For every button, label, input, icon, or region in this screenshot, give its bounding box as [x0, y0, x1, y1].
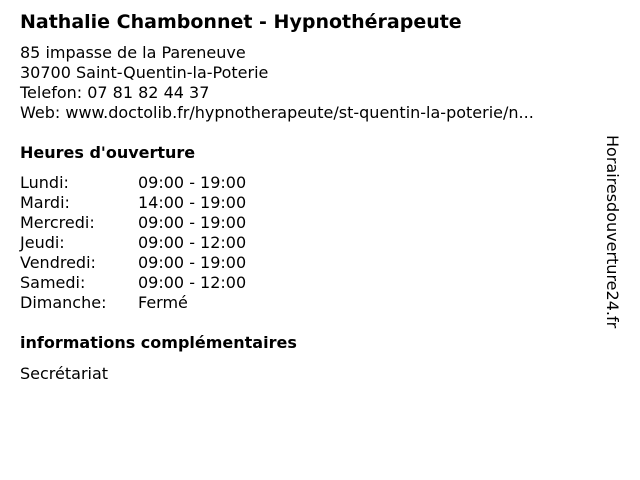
time-range: 09:00 - 19:00 — [138, 253, 247, 272]
day-label: Lundi: — [20, 173, 69, 192]
street-address: 85 impasse de la Pareneuve — [20, 43, 246, 62]
time-range: 14:00 - 19:00 — [138, 193, 247, 212]
hours-row-jeudi — [20, 233, 246, 253]
contact-block — [20, 43, 600, 123]
info-text: Secrétariat — [20, 364, 109, 383]
hours-heading: Heures d'ouverture — [20, 143, 196, 162]
hours-row-mercredi — [20, 213, 246, 233]
hours-row-samedi — [20, 273, 246, 293]
day-label: Mardi: — [20, 193, 70, 212]
phone-number: Telefon: 07 81 82 44 37 — [20, 83, 210, 102]
hours-row-lundi — [20, 173, 246, 193]
opening-hours-table — [20, 173, 246, 313]
day-label: Samedi: — [20, 273, 86, 292]
day-label: Mercredi: — [20, 213, 95, 232]
day-label: Jeudi: — [20, 233, 65, 252]
day-label: Vendredi: — [20, 253, 96, 272]
hours-row-vendredi — [20, 253, 246, 273]
time-range: 09:00 - 19:00 — [138, 173, 247, 192]
city-address: 30700 Saint-Quentin-la-Poterie — [20, 63, 269, 82]
time-range: 09:00 - 12:00 — [138, 273, 247, 292]
day-label: Dimanche: — [20, 293, 107, 312]
site-brand-label: Horairesdouverture24.fr — [603, 135, 622, 329]
hours-row-mardi — [20, 193, 246, 213]
business-card — [20, 10, 600, 384]
time-range: Fermé — [138, 293, 188, 312]
hours-row-dimanche — [20, 293, 246, 313]
time-range: 09:00 - 19:00 — [138, 213, 247, 232]
website-link[interactable]: Web: www.doctolib.fr/hypnotherapeute/st-quentin-la-poterie/n... — [20, 103, 534, 122]
time-range: 09:00 - 12:00 — [138, 233, 247, 252]
info-heading: informations complémentaires — [20, 333, 297, 352]
business-name: Nathalie Chambonnet - Hypnothérapeute — [20, 11, 462, 33]
